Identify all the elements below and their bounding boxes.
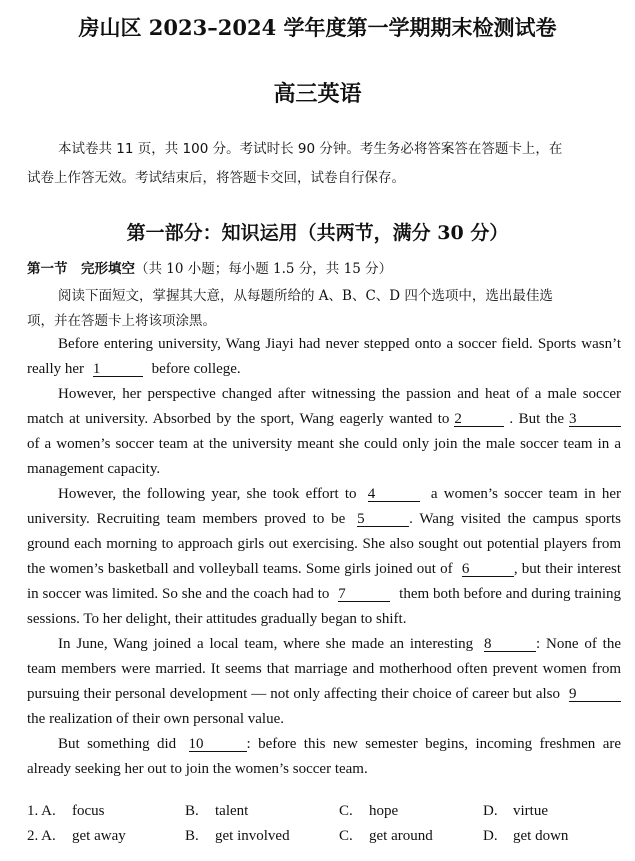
- section-note: （共 10 小题；每小题 1.5 分，共 15 分）: [135, 261, 393, 277]
- passage-line: [27, 561, 621, 578]
- passage-text: university. Recruiting team members proved to be: [27, 511, 346, 527]
- option-text: focus: [72, 803, 105, 819]
- blank-3: 3: [569, 412, 621, 427]
- option-2a[interactable]: [27, 828, 126, 845]
- option-number: 2. A.: [27, 828, 56, 844]
- option-text: get down: [513, 828, 569, 844]
- blank-2: 2: [454, 412, 504, 427]
- part-one-title: 第一部分：知识运用（共两节，满分 30 分）: [126, 222, 509, 244]
- passage-text: the women’s basketball and volleyball teams. Some girls joined out of: [27, 561, 453, 577]
- blank-7: 7: [338, 587, 390, 602]
- blank-10: 10: [189, 737, 247, 752]
- passage-line: already seeking her out to join the women’s soccer team.: [27, 761, 368, 777]
- blank-9: 9: [569, 687, 621, 702]
- option-text: get around: [369, 828, 433, 844]
- passage-text: pursuing their personal development — not only affecting their choice of career but also: [27, 686, 561, 702]
- passage-text: But something did: [58, 736, 177, 752]
- passage-line: of a women’s soccer team at the university meant she could only join the male soccer team in a: [27, 436, 621, 452]
- passage-line: [27, 586, 621, 603]
- option-text: get involved: [215, 828, 290, 844]
- option-label: D.: [483, 828, 498, 844]
- passage-line: [27, 511, 621, 528]
- option-text: hope: [369, 803, 399, 819]
- blank-4: 4: [368, 487, 420, 502]
- instructions-line-2: 试卷上作答无效。考试结束后，将答题卡交回，试卷自行保存。: [27, 170, 405, 186]
- instructions-line-1: 本试卷共 11 页，共 100 分。考试时长 90 分钟。考生务必将答案答在答题卡上，在: [58, 141, 563, 157]
- blank-5: 5: [357, 512, 409, 527]
- passage-line: ground each morning to approach girls out exercising. She also sought out potential players from: [27, 536, 621, 552]
- passage-text: In June, Wang joined a local team, where she made an interesting: [58, 636, 474, 652]
- option-2b[interactable]: [185, 828, 290, 845]
- option-text: get away: [72, 828, 126, 844]
- passage-text: , but their interest: [513, 561, 622, 577]
- passage-text: a women’s soccer team in her: [430, 486, 621, 502]
- passage-line: [27, 486, 621, 503]
- option-number: 1. A.: [27, 803, 56, 819]
- passage-text: in soccer was limited. So she and the coach had to: [27, 586, 330, 602]
- passage-text: However, the following year, she took effort to: [58, 486, 357, 502]
- option-1d[interactable]: [483, 803, 548, 820]
- passage-line: management capacity.: [27, 461, 161, 477]
- option-1a[interactable]: [27, 803, 105, 820]
- passage-text: : None of the: [535, 636, 621, 652]
- option-label: B.: [185, 828, 199, 844]
- passage-text: . Wang visited the campus sports: [409, 511, 622, 527]
- section-heading: [27, 257, 621, 277]
- passage-line: [27, 411, 621, 428]
- blank-8: 8: [484, 637, 536, 652]
- passage-text: them both before and during training: [399, 586, 621, 602]
- option-1c[interactable]: [339, 803, 399, 820]
- passage-line: [27, 736, 621, 753]
- exam-subtitle: 高三英语: [273, 81, 362, 107]
- passage-line: team members were married. It seems that marriage and motherhood often prevent women from: [27, 661, 621, 677]
- passage-line: [27, 361, 621, 378]
- option-label: C.: [339, 828, 353, 844]
- passage-line: [27, 686, 621, 703]
- passage-text: : before this new semester begins, incoming freshmen are: [246, 736, 622, 752]
- passage-line: sessions. To her delight, their attitudes gradually began to shift.: [27, 611, 407, 627]
- passage-text: . But the: [509, 411, 564, 427]
- option-label: D.: [483, 803, 498, 819]
- option-2d[interactable]: [483, 828, 569, 845]
- directions-line-2: 项，并在答题卡上将该项涂黑。: [27, 313, 216, 329]
- blank-1: 1: [93, 362, 143, 377]
- directions-line-1: 阅读下面短文，掌握其大意，从每题所给的 A、B、C、D 四个选项中，选出最佳选: [58, 288, 553, 304]
- passage-line: However, her perspective changed after witnessing the passion and heat of a male soccer: [58, 386, 621, 402]
- passage-line: Before entering university, Wang Jiayi had never stepped onto a soccer field. Sports wasn’t: [58, 336, 621, 352]
- passage-line: the realization of their own personal value.: [27, 711, 284, 727]
- option-text: virtue: [513, 803, 548, 819]
- blank-6: 6: [462, 562, 514, 577]
- option-label: C.: [339, 803, 353, 819]
- passage-line: [27, 636, 621, 653]
- passage-text: match at university. Absorbed by the sport, Wang eagerly wanted to: [27, 411, 450, 427]
- passage-text: before college.: [151, 361, 241, 377]
- exam-title: 房山区 2023–2024 学年度第一学期期末检测试卷: [78, 15, 557, 40]
- option-text: talent: [215, 803, 249, 819]
- option-1b[interactable]: [185, 803, 249, 820]
- section-label: 第一节 完形填空: [27, 261, 135, 277]
- passage-text: really her: [27, 361, 85, 377]
- option-label: B.: [185, 803, 199, 819]
- option-2c[interactable]: [339, 828, 433, 845]
